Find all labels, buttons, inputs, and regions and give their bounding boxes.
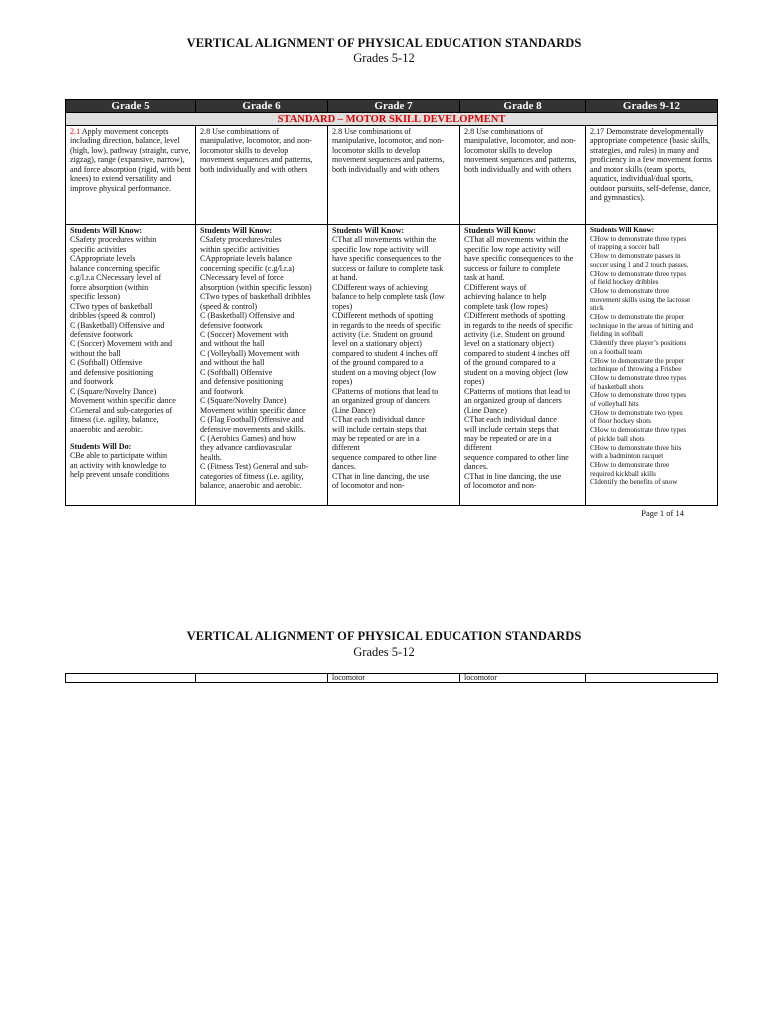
page-title: VERTICAL ALIGNMENT OF PHYSICAL EDUCATION STANDARDS: [186, 36, 582, 50]
list-item: sequence compared to other line: [464, 452, 569, 462]
continued-grade-5: [66, 674, 196, 683]
list-item: balance, anaerobic and aerobic.: [200, 481, 302, 491]
do-heading: Students Will Do:: [70, 441, 132, 451]
list-item: anaerobic and aerobic.: [70, 424, 144, 434]
list-item: balance concerning specific: [70, 263, 160, 273]
list-item: CPatterns of motions that lead to: [464, 386, 571, 396]
list-item: CTwo types of basketball: [70, 301, 153, 311]
standard-grade-7: 2.8 Use combinations of manipulative, locomotor, and non-locomotor skills to develop movement sequences and patterns, both individually and with others: [328, 126, 460, 225]
list-item: CHow to demonstrate three hits: [590, 443, 682, 452]
list-item: of volleyball hits: [590, 400, 639, 409]
know-heading: Students Will Know:: [590, 226, 655, 234]
list-item: activity (i.e. Student on ground: [332, 329, 433, 339]
list-item: will include certain steps that: [332, 424, 427, 434]
list-item: CHow to demonstrate three: [590, 460, 670, 469]
header-grade-6: Grade 6: [196, 100, 328, 113]
list-item: of the ground compared to a: [332, 358, 424, 368]
list-item: CDifferent methods of spotting: [464, 311, 566, 321]
list-item: specific lesson): [70, 292, 121, 302]
list-item: CHow to demonstrate three types: [590, 234, 687, 243]
list-item: of floor hockey shots: [590, 417, 651, 426]
list-item: of trapping a soccer ball: [590, 243, 660, 252]
list-item: C (Aerobics Games) and how: [200, 433, 297, 443]
list-item: defensive footwork: [70, 329, 133, 339]
list-item: Movement within specific dance: [200, 405, 306, 415]
header-grade-8: Grade 8: [460, 100, 586, 113]
list-item: defensive footwork: [200, 320, 263, 330]
list-item: CDifferent methods of spotting: [332, 311, 434, 321]
list-item: sequence compared to other line: [332, 452, 437, 462]
list-item: of basketball shots: [590, 382, 644, 391]
list-item: technique in the areas of hitting and: [590, 321, 693, 330]
list-item: CNecessary level of force: [200, 273, 284, 283]
know-grade-8: [460, 225, 586, 506]
list-item: concerning specific (c.g/l.r.a): [200, 263, 295, 273]
list-item: balance to help complete task (low: [332, 292, 445, 302]
list-item: C (Soccer) Movement with: [200, 329, 289, 339]
list-item: will include certain steps that: [464, 424, 559, 434]
standard-banner: STANDARD – MOTOR SKILL DEVELOPMENT: [66, 113, 718, 126]
list-item: and without the ball: [200, 339, 265, 349]
list-item: C (Volleyball) Movement with: [200, 348, 300, 358]
list-item: without the ball: [70, 348, 121, 358]
know-grade-5: [66, 225, 196, 506]
list-item: movement skills using the lacrosse: [590, 295, 691, 304]
know-list: [332, 235, 455, 490]
know-heading: Students Will Know:: [464, 226, 537, 235]
standard-code: 2.1: [70, 127, 81, 136]
list-item: C (Softball) Offensive: [200, 367, 273, 377]
list-item: and defensive positioning: [200, 377, 284, 387]
list-item: CDifferent ways of: [464, 282, 527, 292]
list-item: categories of fitness (i.e. agility,: [200, 471, 304, 481]
list-item: of the ground compared to a: [464, 358, 556, 368]
list-item: ropes): [464, 377, 485, 387]
list-item: task at hand.: [464, 273, 505, 283]
list-item: level on a stationary object): [464, 339, 554, 349]
continued-grade-8: locomotor: [460, 674, 586, 683]
list-item: CHow to demonstrate three types: [590, 269, 687, 278]
list-item: different: [332, 443, 360, 453]
list-item: C (Basketball) Offensive and: [70, 320, 165, 330]
header-row: [66, 100, 718, 113]
know-grade-6: [196, 225, 328, 506]
standard-grade-5: [66, 126, 196, 225]
list-item: CThat each individual dance: [464, 415, 557, 425]
list-item: c.g/l.r.a CNecessary level of: [70, 273, 162, 283]
list-item: dances.: [332, 462, 357, 472]
know-heading: Students Will Know:: [200, 226, 273, 235]
page-number: Page 1 of 14: [641, 508, 684, 518]
list-item: C (Basketball) Offensive and: [200, 311, 295, 321]
list-item: student on a moving object (low: [332, 367, 437, 377]
list-item: CHow to demonstrate the proper: [590, 313, 685, 322]
list-item: of locomotor and non-: [332, 481, 405, 491]
list-item: fitness (i.e. agility, balance,: [70, 415, 159, 425]
continued-row: [66, 674, 718, 683]
know-list: [590, 235, 713, 487]
list-item: at hand.: [332, 273, 358, 283]
header-grades-9-12: Grades 9-12: [586, 100, 718, 113]
header-grade-7: Grade 7: [328, 100, 460, 113]
standard-grade-6: 2.8 Use combinations of manipulative, locomotor, and non-locomotor skills to develop movement sequences and patterns, both individually and with others: [196, 126, 328, 225]
list-item: (Line Dance): [332, 405, 375, 415]
page-title-2: VERTICAL ALIGNMENT OF PHYSICAL EDUCATION STANDARDS: [186, 629, 582, 643]
know-list: [464, 235, 581, 490]
list-item: (Line Dance): [464, 405, 507, 415]
standard-banner-row: [66, 113, 718, 126]
list-item: CThat all movements within the: [332, 235, 437, 245]
continued-grade-6: [196, 674, 328, 683]
list-item: C (Fitness Test) General and sub-: [200, 462, 309, 472]
list-item: technique of throwing a Frisbee: [590, 365, 682, 374]
list-item: CThat all movements within the: [464, 235, 569, 245]
list-item: ropes): [332, 377, 353, 387]
list-item: CThat in line dancing, the use: [332, 471, 430, 481]
list-item: Movement within specific dance: [70, 396, 176, 406]
list-item: CHow to demonstrate the proper: [590, 356, 685, 365]
list-item: and footwork: [70, 377, 114, 387]
list-item: specific low rope activity will: [332, 244, 429, 254]
list-item: complete task (low ropes): [464, 301, 548, 311]
list-item: CIdentify the benefits of snow: [590, 478, 678, 487]
list-item: achieving balance to help: [464, 292, 547, 302]
list-item: C (Square/Novelty Dance): [200, 396, 287, 406]
page-subtitle: Grades 5-12: [353, 51, 415, 65]
list-item: CThat in line dancing, the use: [464, 471, 562, 481]
list-item: of field hockey dribbles: [590, 278, 659, 287]
list-item: level on a stationary object): [332, 339, 422, 349]
standards-table-continued: [65, 673, 718, 683]
list-item: fielding in softball: [590, 330, 644, 339]
list-item: an organized group of dancers: [332, 396, 430, 406]
list-item: help prevent unsafe conditions: [70, 470, 170, 480]
list-item: absorption (within specific lesson): [200, 282, 312, 292]
list-item: CHow to demonstrate three types: [590, 426, 687, 435]
list-item: within specific activities: [200, 244, 280, 254]
list-item: with a badminton racquet: [590, 452, 664, 461]
list-item: different: [464, 443, 492, 453]
list-item: have specific consequences to the: [332, 254, 442, 264]
list-item: (speed & control): [200, 301, 258, 311]
list-item: success or failure to complete: [464, 263, 561, 273]
list-item: CHow to demonstrate three: [590, 286, 670, 295]
list-item: and defensive positioning: [70, 367, 154, 377]
list-item: CBe able to participate within: [70, 451, 168, 461]
list-item: specific low rope activity will: [464, 244, 561, 254]
standard-grade-8: 2.8 Use combinations of manipulative, locomotor, and non-locomotor skills to develop movement sequences and patterns, both individually and with others: [460, 126, 586, 225]
list-item: compared to student 4 inches off: [332, 348, 438, 358]
list-item: in regards to the needs of specific: [464, 320, 573, 330]
list-item: and footwork: [200, 386, 244, 396]
list-item: CHow to demonstrate three types: [590, 391, 687, 400]
list-item: defensive movements and skills.: [200, 424, 306, 434]
list-item: CThat each individual dance: [332, 415, 425, 425]
list-item: required kickball skills: [590, 469, 656, 478]
list-item: compared to student 4 inches off: [464, 348, 570, 358]
list-item: activity (i.e. Student on ground: [464, 329, 565, 339]
know-grade-7: [328, 225, 460, 506]
know-grades-9-12: [586, 225, 718, 506]
list-item: CPatterns of motions that lead to: [332, 386, 439, 396]
list-item: C (Square/Novelty Dance): [70, 386, 157, 396]
do-list: [70, 451, 191, 479]
list-item: student on a moving object (low: [464, 367, 569, 377]
list-item: health.: [200, 452, 222, 462]
standard-row: [66, 126, 718, 225]
list-item: have specific consequences to the: [464, 254, 574, 264]
list-item: ropes): [332, 301, 353, 311]
standard-grades-9-12: 2.17 Demonstrate developmentally appropriate competence (basic skills, strategies, and rules) in many and proficiency in a few movement forms and motor skills (team sports, aquatics, individual/dual sports, outdoor pursuits, self-defense, dance, and gymnastics).: [586, 126, 718, 225]
list-item: C (Soccer) Movement with and: [70, 339, 173, 349]
standards-table: [65, 99, 718, 506]
continued-grades-9-12: [586, 674, 718, 683]
list-item: CHow to demonstrate two types: [590, 408, 683, 417]
list-item: CAppropriate levels balance: [200, 254, 293, 264]
header-grade-5: Grade 5: [66, 100, 196, 113]
list-item: CDifferent ways of achieving: [332, 282, 428, 292]
list-item: CGeneral and sub-categories of: [70, 405, 173, 415]
know-list: [70, 235, 191, 434]
page-subtitle-2: Grades 5-12: [353, 645, 415, 659]
list-item: may be repeated or are in a: [332, 433, 420, 443]
list-item: an organized group of dancers: [464, 396, 562, 406]
list-item: CTwo types of basketball dribbles: [200, 292, 311, 302]
list-item: specific activities: [70, 244, 127, 254]
list-item: stick: [590, 304, 604, 313]
list-item: an activity with knowledge to: [70, 460, 167, 470]
list-item: CAppropriate levels: [70, 254, 136, 264]
continued-grade-7: locomotor: [328, 674, 460, 683]
list-item: success or failure to complete task: [332, 263, 444, 273]
list-item: in regards to the needs of specific: [332, 320, 441, 330]
list-item: they advance cardiovascular: [200, 443, 292, 453]
list-item: C (Flag Football) Offensive and: [200, 415, 304, 425]
list-item: soccer using 1 and 2 touch passes.: [590, 260, 689, 269]
list-item: CSafety procedures/rules: [200, 235, 282, 245]
list-item: dances.: [464, 462, 489, 472]
list-item: may be repeated or are in a: [464, 433, 552, 443]
list-item: C (Softball) Offensive: [70, 358, 143, 368]
list-item: dribbles (speed & control): [70, 311, 156, 321]
list-item: force absorption (within: [70, 282, 149, 292]
know-heading: Students Will Know:: [332, 226, 405, 235]
list-item: CIdentify three player’s positions: [590, 339, 687, 348]
standard-text: Apply movement concepts including direction, balance, level (high, low), pathway (straight, curve, zigzag), range (expansive, narrow), and force absorption (rigid, with bent knees) to extend versatility and improve physical performance.: [70, 127, 191, 193]
list-item: CHow to demonstrate passes in: [590, 252, 681, 261]
students-will-know-row: [66, 225, 718, 506]
list-item: of locomotor and non-: [464, 481, 537, 491]
list-item: CHow to demonstrate three types: [590, 373, 687, 382]
list-item: of pickle ball shots: [590, 434, 645, 443]
list-item: CSafety procedures within: [70, 235, 157, 245]
list-item: and without the ball: [200, 358, 265, 368]
know-heading: Students Will Know:: [70, 226, 143, 235]
list-item: on a football team: [590, 347, 643, 356]
know-list: [200, 235, 323, 490]
